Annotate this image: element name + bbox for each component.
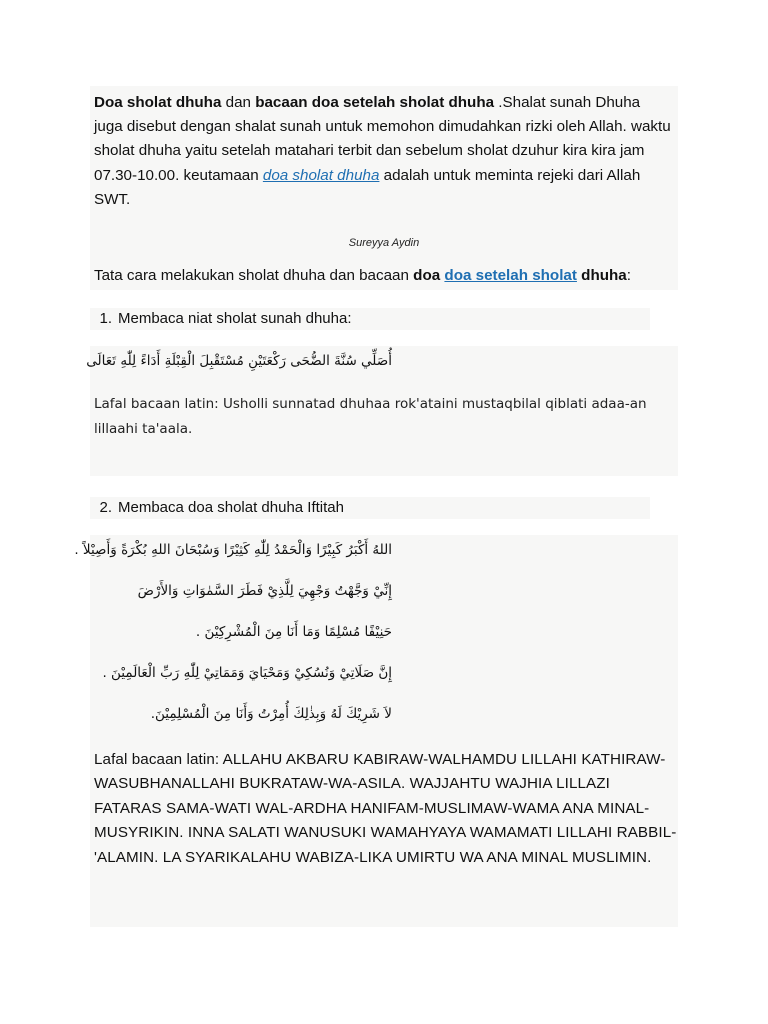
intro-text: .Shalat sunah Dhuha juga disebut dengan shalat sunah untuk memohon dimudahkan rizki oleh Allah. waktu sholat dhuha yaitu setelah matahari terbit dan sebelum sholat dzuhur kira kira jam 07.30-10.00. keutamaan xyxy=(94,94,671,184)
image-credit: Sureyya Aydin xyxy=(348,237,420,249)
steps-intro-bold: dhuha xyxy=(581,267,627,284)
intro-text: dan xyxy=(221,94,256,111)
arabic-line: إِنِّيْ وَجَّهْتُ وَجْهِيَ لِلَّذِيْ فَطَرَ السَّمٰوَاتِ وَالأَرْضَ xyxy=(137,583,392,599)
intro-section xyxy=(90,86,678,290)
step-number: 1. xyxy=(99,310,112,327)
arabic-line: إِنَّ صَلَاتِيْ وَنُسُكِيْ وَمَحْيَايَ وَمَمَاتِيْ لِلّٰهِ رَبِّ الْعَالَمِيْنَ . xyxy=(102,665,392,681)
steps-intro-text: : xyxy=(626,267,631,284)
arabic-line: حَنِيْفًا مُسْلِمًا وَمَا أَنَا مِنَ الْمُشْرِكِيْنَ . xyxy=(195,624,392,640)
doa-sholat-dhuha-link[interactable]: doa sholat dhuha xyxy=(262,166,380,184)
doa-setelah-sholat-link[interactable]: doa setelah sholat xyxy=(444,267,577,284)
arabic-line: اللهُ أَكْبَرُ كَبِيْرًا وَالْحَمْدُ لِلّٰهِ كَثِيْرًا وَسُبْحَانَ اللهِ بُكْرَةً وَأَصِيْلاً . xyxy=(74,542,392,558)
steps-intro-bold: doa xyxy=(413,267,441,284)
intro-bold-title: Doa sholat dhuha xyxy=(94,94,222,111)
steps-intro-text: Tata cara melakukan sholat dhuha dan bacaan xyxy=(94,267,414,284)
steps-intro xyxy=(94,267,631,284)
intro-text: adalah untuk meminta rejeki dari Allah SWT. xyxy=(94,166,641,208)
step-number: 2. xyxy=(99,499,112,516)
step-1-content xyxy=(86,346,678,476)
step-title: Membaca niat sholat sunah dhuha: xyxy=(118,310,352,327)
step-title: Membaca doa sholat dhuha Iftitah xyxy=(118,499,344,516)
arabic-niat: أُصَلِّي سُنَّةَ الضُّحَى رَكْعَتَيْنِ مُسْتَقْبِلَ الْقِبْلَةِ أَدَاءً لِلّٰهِ تَعَالَى xyxy=(86,353,392,369)
arabic-line: لاَ شَرِيْكَ لَهُ وَبِذٰلِكَ أُمِرْتُ وَأَنَا مِنَ الْمُسْلِمِيْنَ. xyxy=(150,706,392,722)
step-1-heading xyxy=(90,308,650,330)
latin-transliteration: Lafal bacaan latin: ALLAHU AKBARU KABIRAW-WALHAMDU LILLAHI KATHIRAW-WASUBHANALLAHI BUKRATAW-WA-ASILA. WAJJAHTU WAJHIA LILLAZI FATARAS SAMA-WATI WAL-ARDHA HANIFAM-MUSLIMAW-WAMA ANA MINAL-MUSYRIKIN. INNA SALATI WANUSUKI WAMAHYAYA WAMAMATI LILLAHI RABBIL-'ALAMIN. LA SYARIKALAHU WABIZA-LIKA UMIRTU WA ANA MINAL MUSLIMIN. xyxy=(94,751,677,866)
intro-bold-subtitle: bacaan doa setelah sholat dhuha xyxy=(255,94,495,111)
latin-transliteration: Lafal bacaan latin: Usholli sunnatad dhuhaa rok'ataini mustaqbilal qiblati adaa-an lillaahi ta'aala. xyxy=(94,396,647,437)
step-2-heading xyxy=(90,497,650,519)
intro-paragraph xyxy=(90,86,678,212)
step-2-content xyxy=(74,535,678,927)
